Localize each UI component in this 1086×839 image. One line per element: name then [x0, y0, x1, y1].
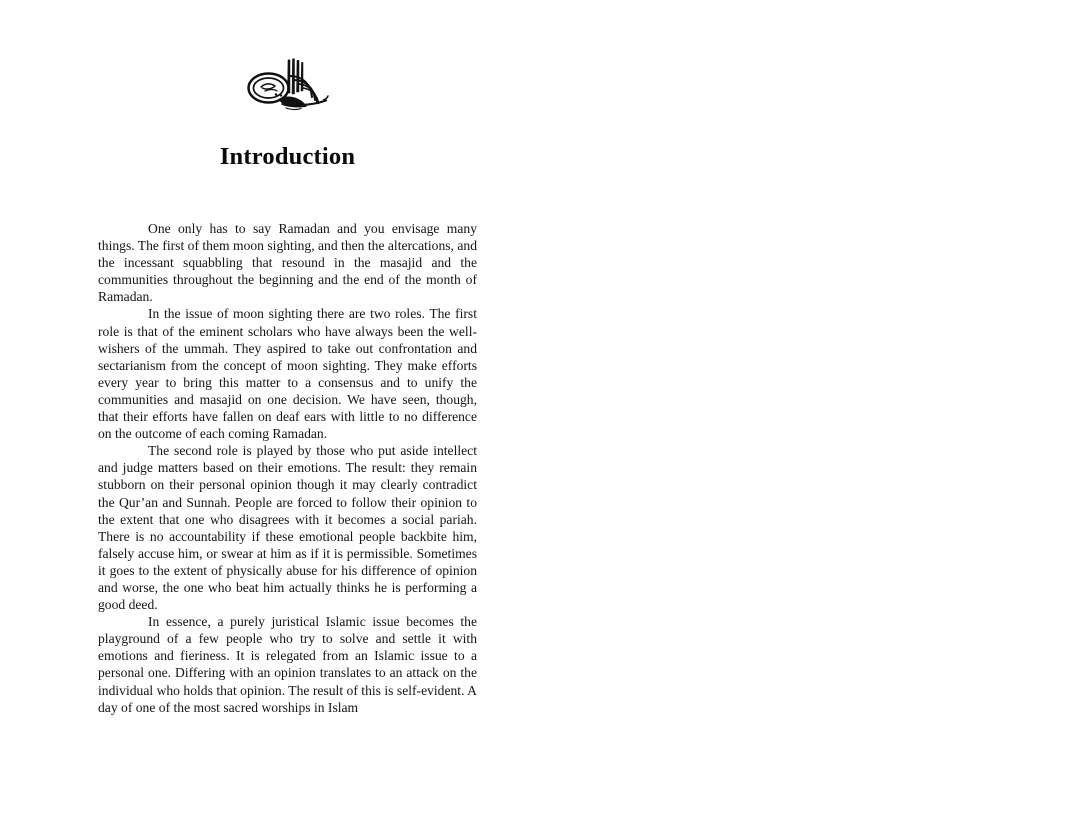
paragraph: In the issue of moon sighting there are two roles. The first role is that of the eminent scholars who have always been the well-wishers of the ummah. They aspired to take out confrontation and sectarianism from the concept of moon sighting. They make efforts every year to bring this matter to a consensus and to unify the communities and masajid on one decision. We have seen, though, that their efforts have fallen on deaf ears with little to no difference on the outcome of each coming Ramadan.: [98, 306, 477, 442]
page-title: Introduction: [219, 143, 356, 170]
paragraph: In essence, a purely juristical Islamic issue becomes the playground of a few people who try to solve and settle it with emotions and fieriness. It is relegated from an Islamic issue to a personal one. Differing with an opinion translates to an attack on the individual who holds that opinion. The result of this is self-evident. A day of one of the most sacred worships in Islam: [98, 614, 477, 715]
ornament-container: [98, 56, 477, 122]
paragraph: One only has to say Ramadan and you envisage many things. The first of them moon sighting, and then the altercations, and the incessant squabbling that resound in the masajid and the communities throughout the beginning and the end of the month of Ramadan.: [98, 221, 477, 305]
bismillah-tughra-ornament: [246, 56, 330, 118]
paragraph: The second role is played by those who put aside intellect and judge matters based on their emotions. The result: they remain stubborn on their personal opinion though it may clearly contradict the Qur’an and Sunnah. People are forced to follow their opinion to the extent that one who disagrees with it becomes a social pariah. There is no accountability if these emotional people backbite him, falsely accuse him, or swear at him as if it is permissible. Sometimes it goes to the extent of physically abuse for his difference of opinion and worse, the one who beat him actually thinks he is performing a good deed.: [98, 443, 477, 613]
body-text-block: [98, 220, 477, 716]
